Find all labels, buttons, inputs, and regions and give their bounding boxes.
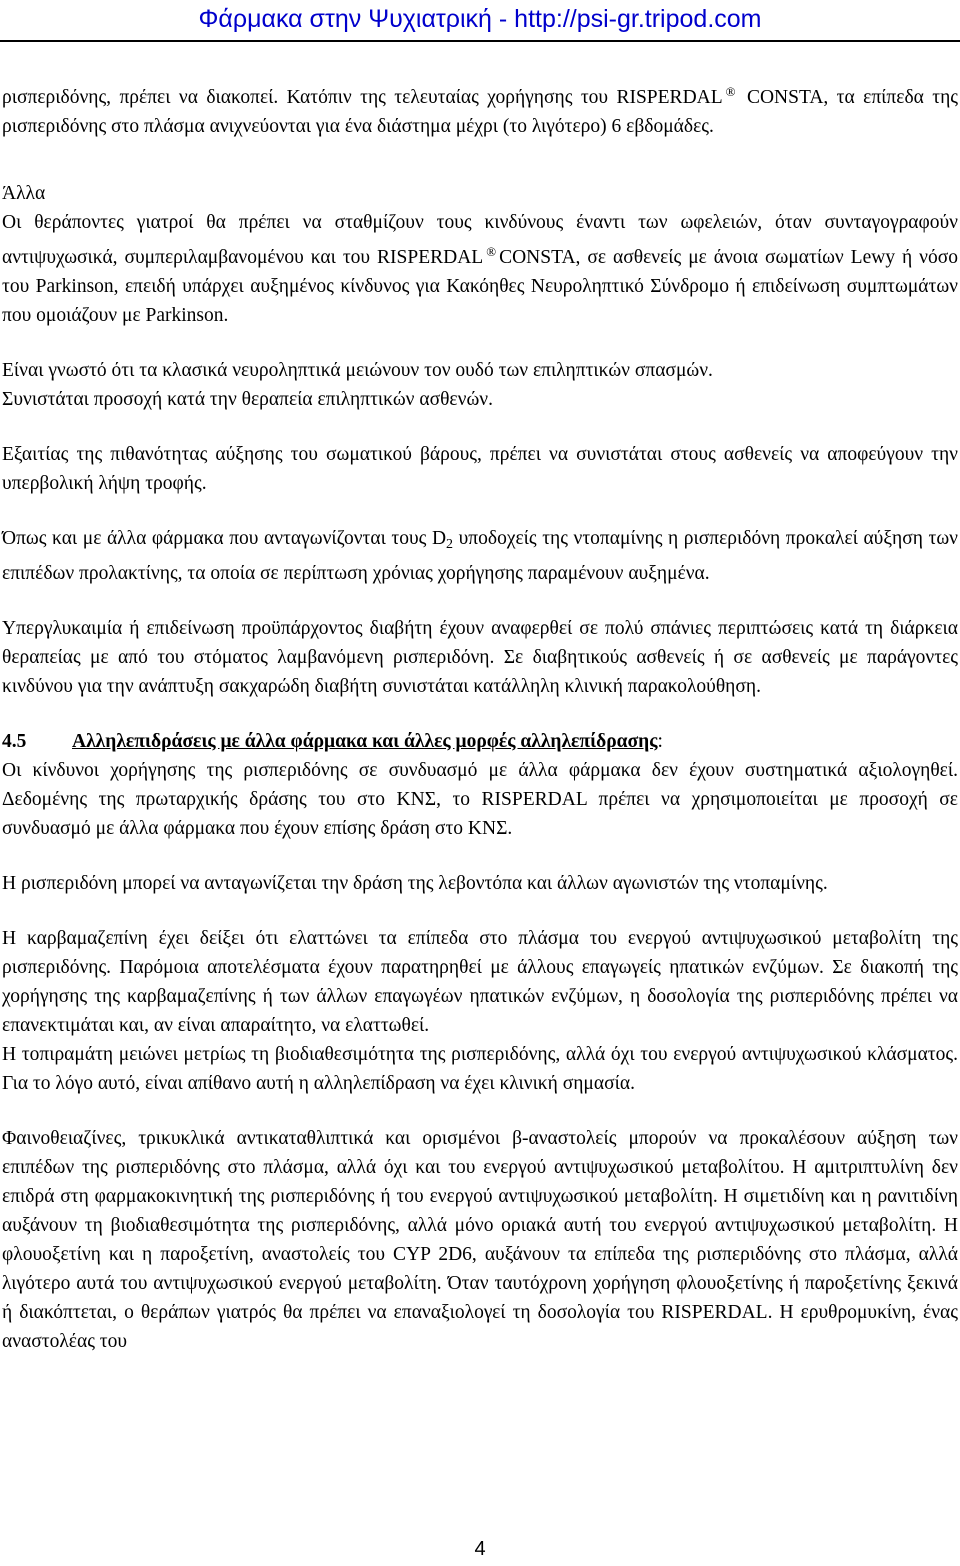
paragraph-phenothiazines: Φαινοθειαζίνες, τρικυκλικά αντικαταθλιπτικά και ορισμένοι β-αναστολείς μπορούν να προκαλέσουν αύξηση των επιπέδων της ρισπεριδόνης στο πλάσμα, αλλά όχι και του ενεργού αντιψυχωσικού μεταβολίτου. Η αμιτριπτυλίνη δεν επιδρά στη φαρμακοκινητική της ρισπεριδόνης ή του ενεργού αντιψυχωσικού μεταβολίτη. Η σιμετιδίνη και η ρανιτιδίνη αυξάνουν τη βιοδιαθεσιμότητα της ρισπεριδόνης, αλλά μόνο οριακά αυτή του ενεργού αντιψυχωσικού μεταβολίτη. Η φλουοξετίνη και η παροξετίνη, αναστολείς του CYP 2D6, αυξάνουν τα επίπεδα της ρισπεριδόνης στο πλάσμα, αλλά λιγότερο αυτά του αντιψυχωσικού ενεργού μεταβολίτη. Όταν ταυτόχρονη χορήγηση φλουοξετίνης ή παροξετίνης ξεκινά ή διακόπτεται, ο θεράπων γιατρός θα πρέπει να επαναξιολογεί τη δοσολογία του RISPERDAL. Η ερυθρομυκίνη, ένας αναστολέας του xyxy=(2,1128,958,1352)
paragraph-prolactin xyxy=(2,524,958,588)
header-divider xyxy=(0,40,960,42)
paragraph-seizure-threshold xyxy=(2,356,958,414)
paragraph-topiramate: Η τοπιραμάτη μειώνει μετρίως τη βιοδιαθεσιμότητα της ρισπεριδόνης, αλλά όχι του ενεργού αντιψυχωσικού κλάσματος. Για το λόγο αυτό, είναι απίθανο αυτή η αλληλεπίδραση να έχει κλινική σημασία. xyxy=(2,1044,958,1094)
page-number: 4 xyxy=(474,1538,486,1560)
paragraph-text: CONSTA, σε ασθενείς με άνοια σωματίων Lewy ή νόσο του Parkinson, επειδή υπάρχει αυξημένος κίνδυνος για Κακόηθες Νευροληπτικό Σύνδρομο ή επιδείνωση συμπτωμάτων που ομοιάζουν με Parkinson. xyxy=(2,247,958,326)
registered-mark: ® xyxy=(725,84,736,99)
paragraph-text: Οι κίνδυνοι χορήγησης της ρισπεριδόνης σε συνδυασμό με άλλα φάρμακα δεν έχουν συστηματικά αξιολογηθεί. Δεδομένης της πρωταρχικής δράσης του στο ΚΝΣ, το RISPERDAL πρέπει να χρησιμοποιείται με προσοχή σε συνδυασμό με άλλα φάρμακα που έχουν επίσης δράση στο ΚΝΣ. xyxy=(2,760,958,839)
paragraph-text: ρισπεριδόνης, πρέπει να διακοπεί. Κατόπιν της τελευταίας χορήγησης του RISPERDAL xyxy=(2,87,723,108)
paragraph-text: υποδοχείς της ντοπαμίνης η ρισπεριδόνη προκαλεί αύξηση των επιπέδων προλακτίνης, τα οποία σε περίπτωση χρόνιας χορήγησης παραμένουν αυξημένα. xyxy=(2,528,958,584)
paragraph-other-warnings xyxy=(2,179,958,330)
paragraph-carbamazepine: Η καρβαμαζεπίνη έχει δείξει ότι ελαττώνει τα επίπεδα στο πλάσμα του ενεργού αντιψυχωσικού μεταβολίτη της ρισπεριδόνης. Παρόμοια αποτελέσματα έχουν παρατηρηθεί με άλλους επαγωγείς ηπατικών ενζύμων. Σε διακοπή της χορήγησης της καρβαμαζεπίνης ή των άλλων επαγωγέων ηπατικών ενζύμων, η δοσολογία της ρισπεριδόνης πρέπει να επανεκτιμάται και, αν είναι απαραίτητο, να ελαττωθεί. xyxy=(2,928,958,1036)
section-number: 4.5 xyxy=(2,731,27,752)
paragraph-text: Οι θεράποντες γιατροί θα πρέπει να σταθμίζουν τους κινδύνους έναντι των ωφελειών, όταν συνταγογραφούν αντιψυχωσικά, συμπεριλαμβανομένου και του RISPERDAL xyxy=(2,212,958,268)
paragraph-text: CONSTA, τα επίπεδα της ρισπεριδόνης στο πλάσμα ανιχνεύονται για ένα διάστημα μέχρι (το λιγότερο) 6 εβδομάδες. xyxy=(2,87,959,137)
paragraph-levodopa: Η ρισπεριδόνη μπορεί να ανταγωνίζεται την δράση της λεβοντόπα και άλλων αγωνιστών της ντοπαμίνης. xyxy=(2,873,828,894)
subheading-other: Άλλα xyxy=(2,183,46,204)
paragraph-weight-gain: Εξαιτίας της πιθανότητας αύξησης του σωματικού βάρους, πρέπει να συνιστάται στους ασθενείς να αποφεύγουν την υπερβολική λήψη τροφής. xyxy=(2,444,958,494)
paragraph-line: Είναι γνωστό ότι τα κλασικά νευροληπτικά μειώνουν τον ουδό των επιληπτικών σπασμών. xyxy=(2,360,713,381)
section-colon: : xyxy=(657,731,663,752)
paragraph-consta-levels xyxy=(2,77,958,141)
paragraph-hyperglycemia: Υπεργλυκαιμία ή επιδείνωση προϋπάρχοντος διαβήτη έχουν αναφερθεί σε πολύ σπάνιες περιπτώσεις κατά τη διάρκεια θεραπείας με από του στόματος λαμβανόμενη ρισπεριδόνη. Σε διαβητικούς ασθενείς ή σε ασθενείς με παράγοντες κινδύνου για την ανάπτυξη σακχαρώδη διαβήτη συνιστάται κατάλληλη κλινική παρακολούθηση. xyxy=(2,618,958,697)
section-heading xyxy=(2,727,958,756)
page-header-title: Φάρμακα στην Ψυχιατρική - http://psi-gr.tripod.com xyxy=(198,5,762,33)
paragraph-line: Συνιστάται προσοχή κατά την θεραπεία επιληπτικών ασθενών. xyxy=(2,389,493,410)
registered-mark: ® xyxy=(486,244,497,259)
paragraph-text: Όπως και με άλλα φάρμακα που ανταγωνίζονται τους D xyxy=(2,528,447,549)
section-interactions xyxy=(2,727,958,843)
document-body xyxy=(2,77,958,1356)
section-title: Αλληλεπιδράσεις με άλλα φάρμακα και άλλες μορφές αλληλεπίδρασης xyxy=(72,731,658,752)
subscript-two: 2 xyxy=(446,537,454,552)
